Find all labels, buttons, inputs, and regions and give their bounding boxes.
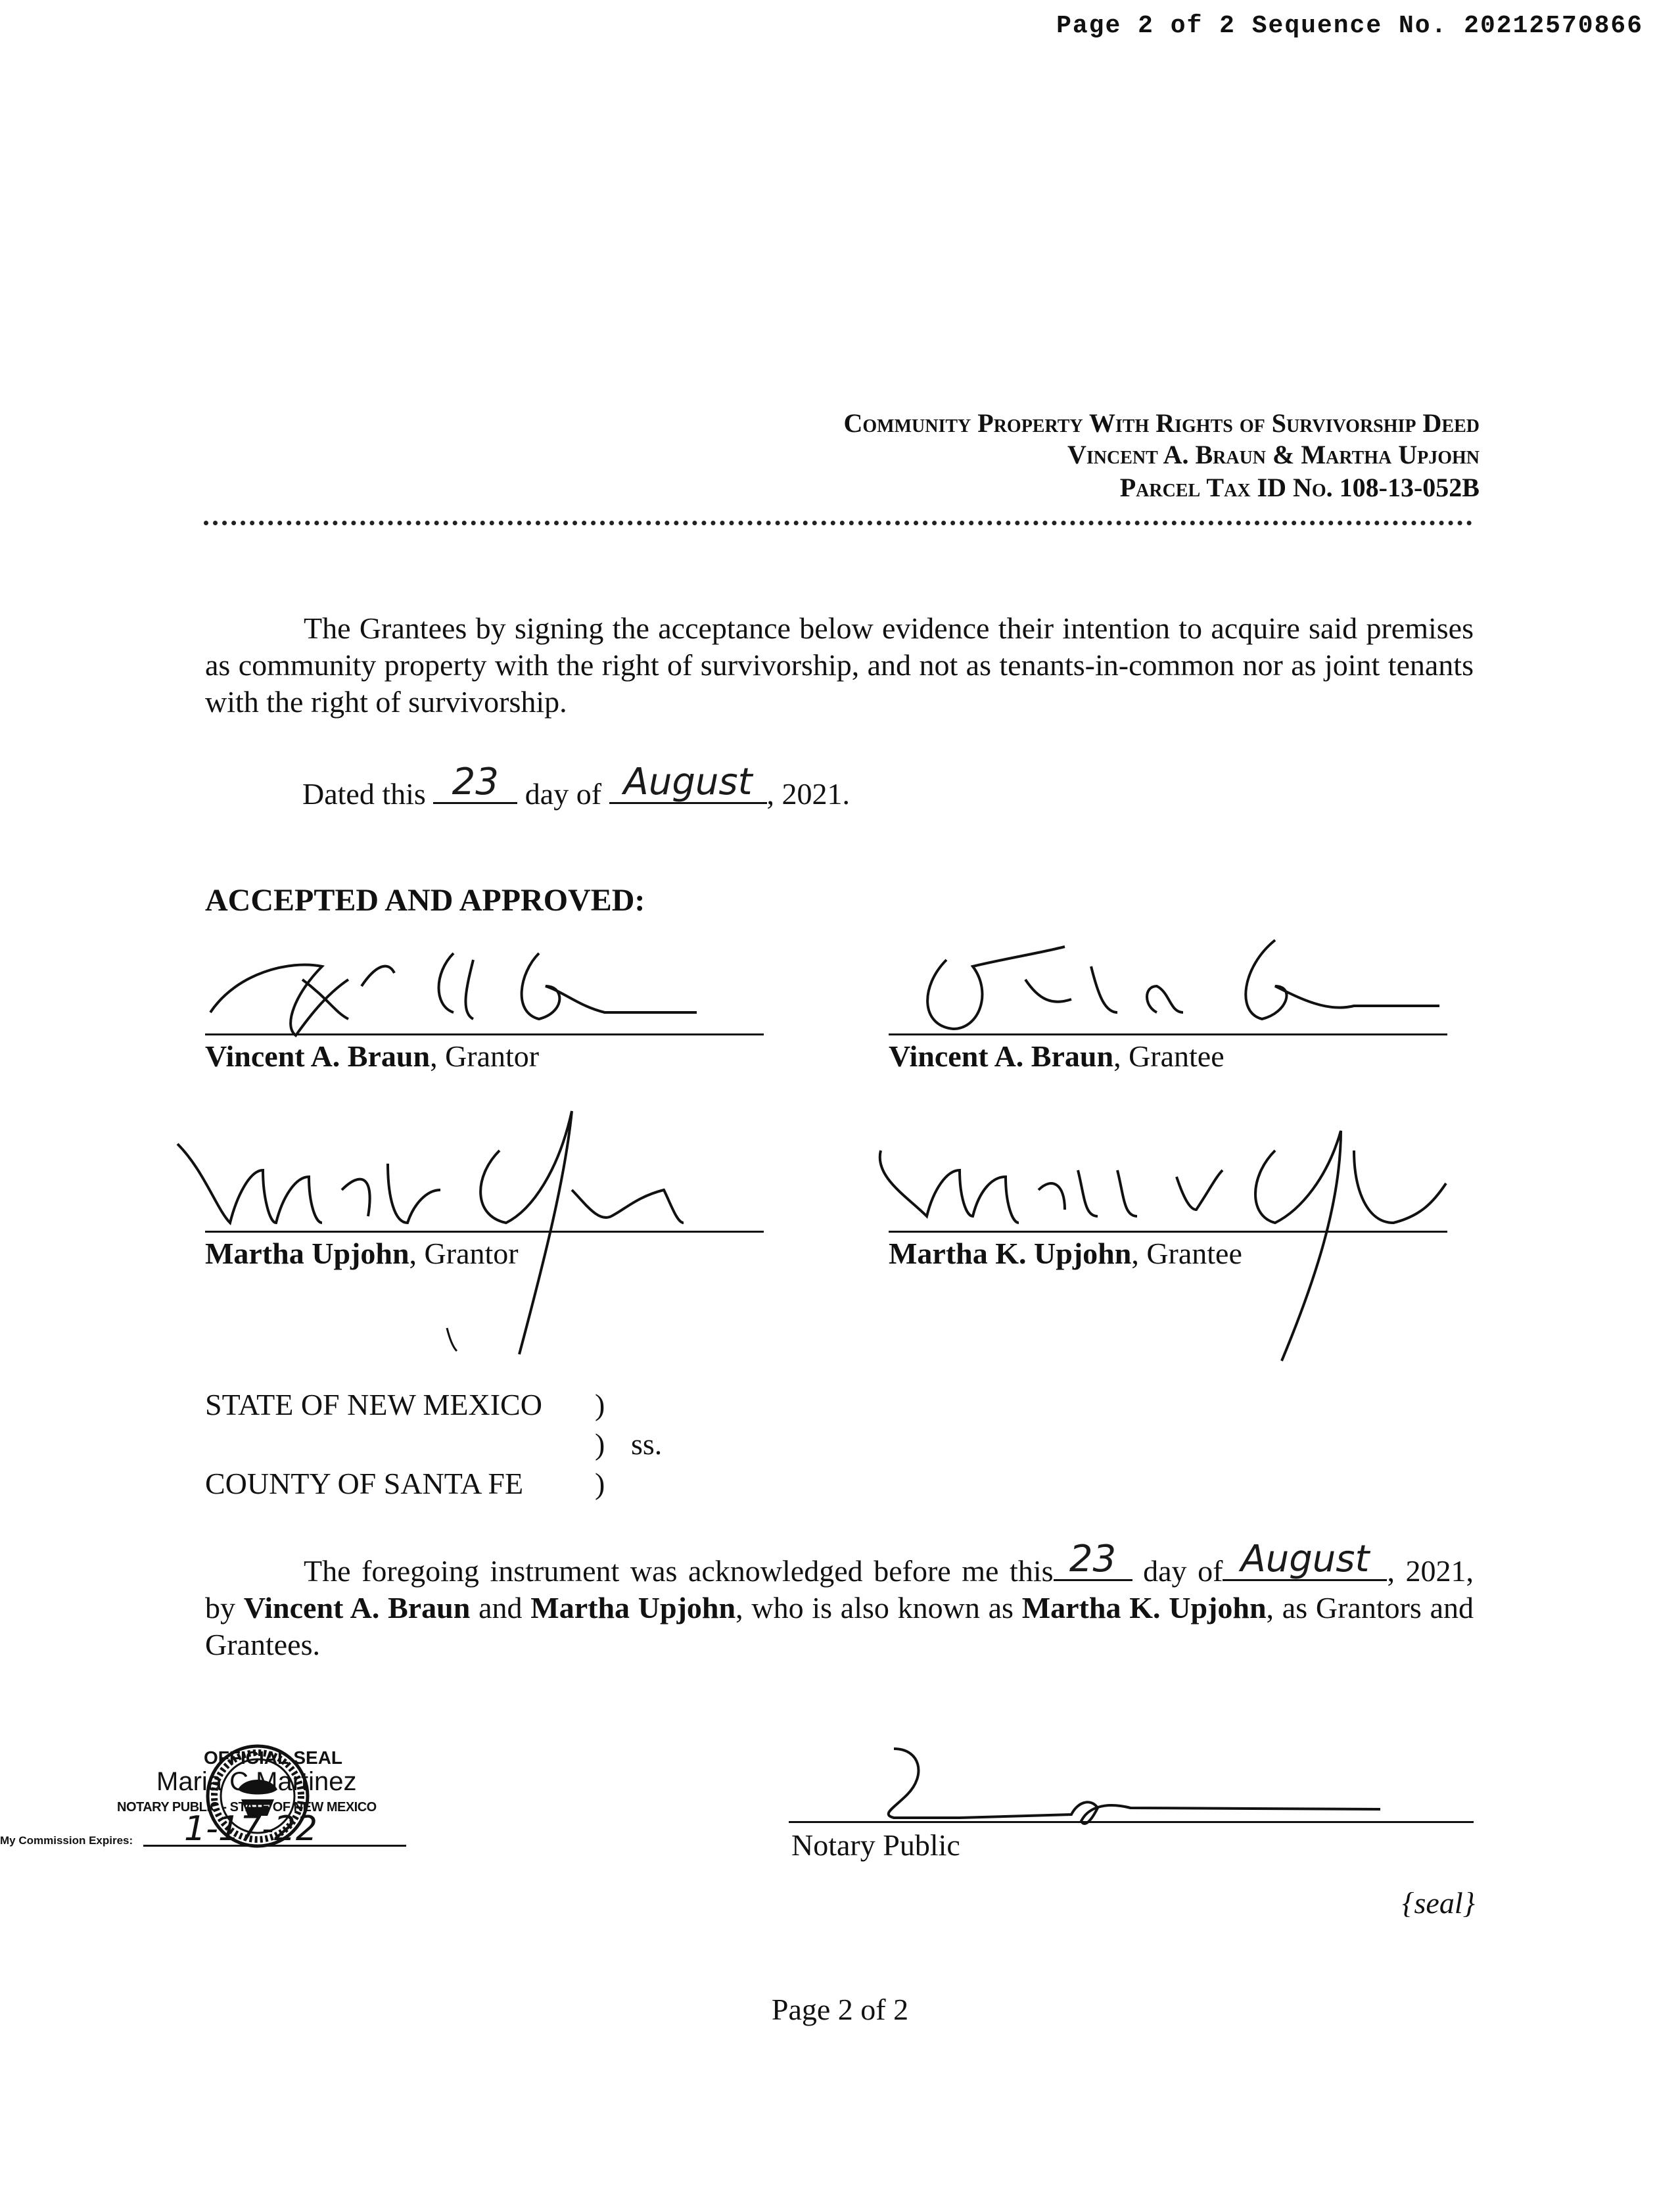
- venue-paren: ): [595, 1388, 605, 1421]
- deed-title: Community Property With Rights of Survivorship Deed: [843, 408, 1480, 438]
- venue-ss: ss.: [631, 1427, 663, 1461]
- intent-paragraph: The Grantees by signing the acceptance below evidence their intention to acquire said premises as community property with the right of survivorship, and not as tenants-in-common nor as joint tenants with the right of survivorship.: [205, 611, 1474, 719]
- ack-day-blank: 23: [1054, 1545, 1132, 1581]
- venue-paren: ): [595, 1427, 605, 1461]
- seal-notary-title: NOTARY PUBLIC - STATE OF NEW MEXICO: [117, 1800, 377, 1814]
- signer-label-martha-grantor: Martha Upjohn, Grantor: [205, 1237, 519, 1270]
- sequence-header: Page 2 of 2 Sequence No. 20212570866: [1056, 12, 1643, 40]
- ack-month-blank: August: [1223, 1545, 1387, 1581]
- seal-official-text: OFFICIAL SEAL: [204, 1747, 343, 1768]
- signature-line-martha-grantor: [205, 1231, 764, 1233]
- signature-line-vincent-grantor: [205, 1033, 764, 1035]
- accepted-heading: ACCEPTED AND APPROVED:: [205, 883, 645, 918]
- acknowledgment-paragraph: The foregoing instrument was acknowledged before me this 23 day of August , 2021, by Vincent A. Braun and Martha Upjohn, who is also known as Martha K. Upjohn, as Grantors and Grantees.: [205, 1538, 1474, 1661]
- signature-line-martha-grantee: [889, 1231, 1447, 1233]
- dated-month-blank: August: [609, 768, 767, 804]
- venue-paren: ): [595, 1467, 605, 1500]
- dated-day-blank: 23: [433, 768, 517, 804]
- seal-notary-name: Maria C Martinez: [156, 1767, 357, 1796]
- signer-label-vincent-grantor: Vincent A. Braun, Grantor: [205, 1039, 540, 1073]
- signature-martha-grantor: [164, 1091, 730, 1367]
- signer-label-vincent-grantee: Vincent A. Braun, Grantee: [889, 1039, 1225, 1073]
- dated-line: Dated this 23 day of August , 2021.: [302, 761, 851, 811]
- signer-label-martha-grantee: Martha K. Upjohn, Grantee: [889, 1237, 1242, 1270]
- signature-vincent-grantee: [894, 914, 1446, 1045]
- venue-county: COUNTY OF SANTA FE: [205, 1467, 524, 1500]
- signature-vincent-grantor: [197, 914, 736, 1045]
- venue-state: STATE OF NEW MEXICO: [205, 1388, 542, 1421]
- seal-commission-value: 1-17-22: [184, 1809, 317, 1849]
- signature-notary: [854, 1736, 1393, 1834]
- deed-parties: Vincent A. Braun & Martha Upjohn: [1067, 440, 1480, 469]
- signature-line-vincent-grantee: [889, 1033, 1447, 1035]
- notary-public-label: Notary Public: [791, 1828, 960, 1862]
- dotted-divider: [204, 521, 1472, 525]
- page-number: Page 2 of 2: [771, 1993, 909, 2026]
- notary-signature-line: [789, 1821, 1474, 1823]
- seal-tag: {seal}: [1402, 1886, 1475, 1920]
- seal-commission-label: My Commission Expires:: [0, 1834, 133, 1847]
- parcel-id: Parcel Tax ID No. 108-13-052B: [1119, 473, 1480, 502]
